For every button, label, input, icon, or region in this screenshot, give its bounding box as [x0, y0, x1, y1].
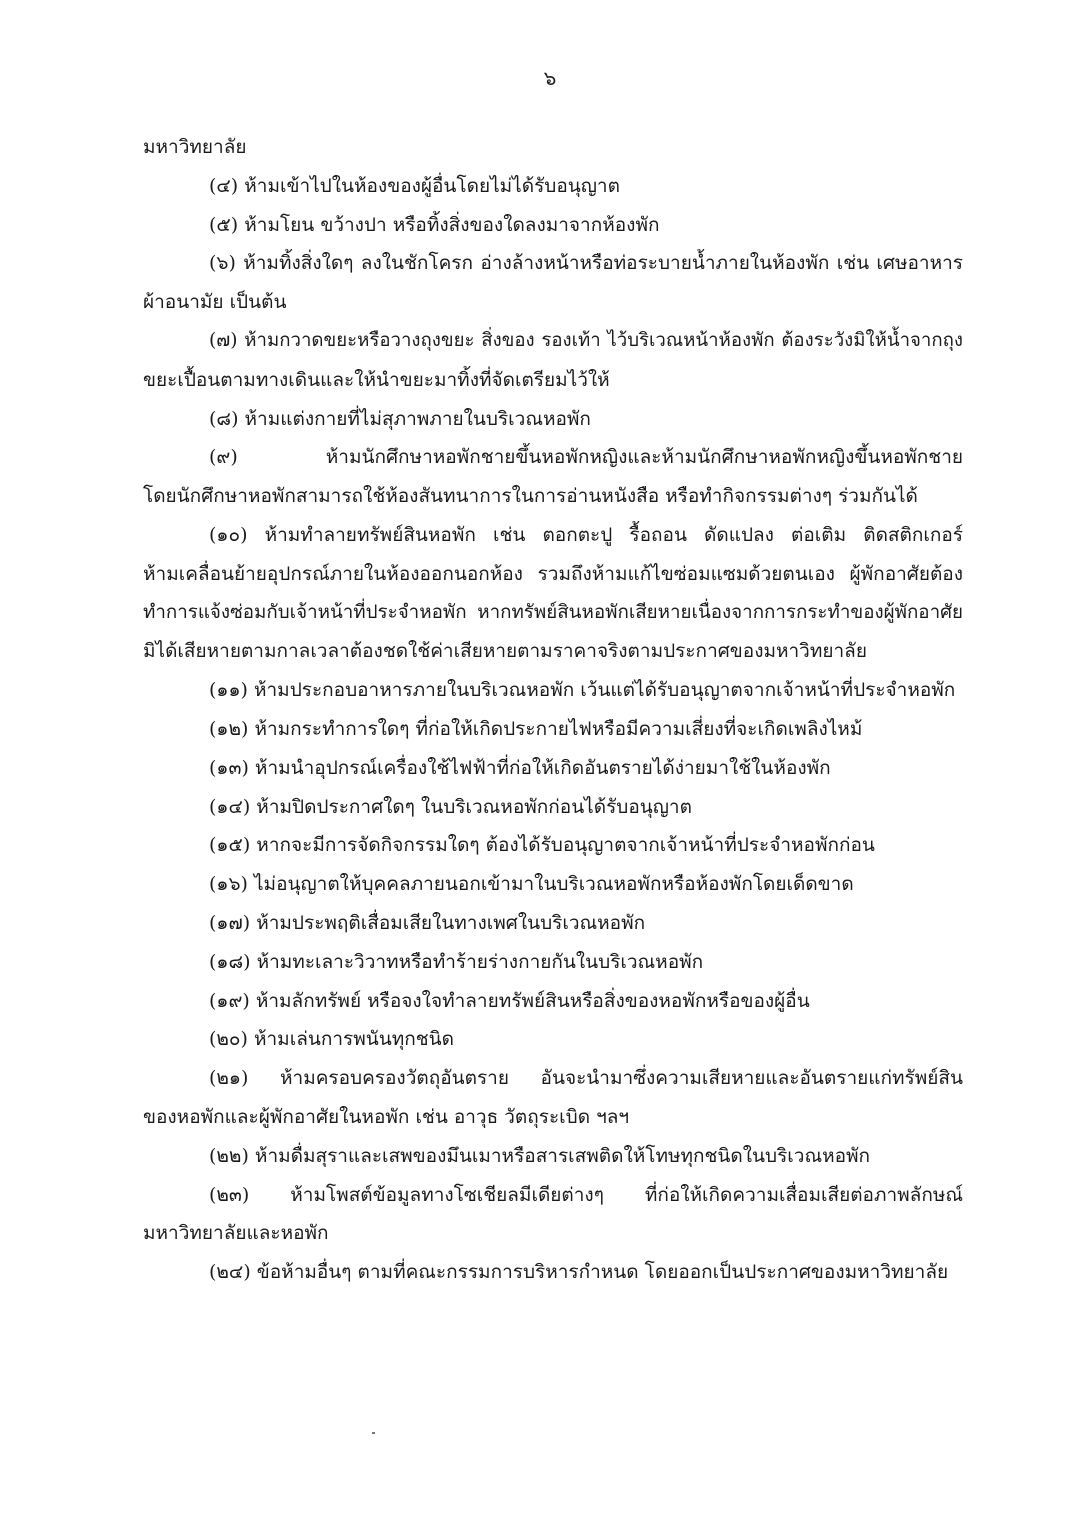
rule-6-continuation: ผ้าอนามัย เป็นต้น	[143, 291, 287, 314]
rule-10-continuation-2: ทำการแจ้งซ่อมกับเจ้าหน้าที่ประจำหอพัก หากทรัพย์สินหอพักเสียหายเนื่องจากการกระทำของผู้พักอาศัย	[143, 601, 963, 623]
scan-speck	[372, 1432, 375, 1434]
rule-9: (๙) ห้ามนักศึกษาหอพักชายขึ้นหอพักหญิงและห้ามนักศึกษาหอพักหญิงขึ้นหอพักชาย	[209, 446, 963, 469]
rule-7-continuation: ขยะเปื้อนตามทางเดินและให้นำขยะมาทิ้งที่จัดเตรียมไว้ให้	[143, 368, 610, 391]
rule-14: (๑๔) ห้ามปิดประกาศใดๆ ในบริเวณหอพักก่อนได้รับอนุญาต	[209, 795, 692, 818]
rule-21-continuation: ของหอพักและผู้พักอาศัยในหอพัก เช่น อาวุธ วัตถุระเบิด ฯลฯ	[143, 1105, 630, 1128]
rule-10-continuation-3: มิได้เสียหายตามกาลเวลาต้องชดใช้ค่าเสียหายตามราคาจริงตามประกาศของมหาวิทยาลัย	[143, 640, 867, 663]
document-body	[143, 128, 963, 1292]
rule-20: (๒๐) ห้ามเล่นการพนันทุกชนิด	[209, 1028, 454, 1051]
rule-5: (๕) ห้ามโยน ขว้างปา หรือทิ้งสิ่งของใดลงมาจากห้องพัก	[209, 213, 660, 236]
rule-21: (๒๑) ห้ามครอบครองวัตถุอันตราย อันจะนำมาซึ่งความเสียหายและอันตรายแก่ทรัพย์สิน	[209, 1067, 963, 1090]
rule-16: (๑๖) ไม่อนุญาตให้บุคคลภายนอกเข้ามาในบริเวณหอพักหรือห้องพักโดยเด็ดขาด	[209, 873, 854, 896]
rule-12: (๑๒) ห้ามกระทำการใดๆ ที่ก่อให้เกิดประกายไฟหรือมีความเสี่ยงที่จะเกิดเพลิงไหม้	[209, 717, 863, 740]
rule-19: (๑๙) ห้ามลักทรัพย์ หรือจงใจทำลายทรัพย์สินหรือสิ่งของหอพักหรือของผู้อื่น	[209, 989, 810, 1012]
rule-24: (๒๔) ข้อห้ามอื่นๆ ตามที่คณะกรรมการบริหารกำหนด โดยออกเป็นประกาศของมหาวิทยาลัย	[209, 1261, 949, 1284]
rule-6: (๖) ห้ามทิ้งสิ่งใดๆ ลงในชักโครก อ่างล้างหน้าหรือท่อระบายน้ำภายในห้องพัก เช่น เศษอาหาร	[209, 252, 963, 275]
rule-8: (๘) ห้ามแต่งกายที่ไม่สุภาพภายในบริเวณหอพัก	[209, 407, 591, 430]
continuation-line: มหาวิทยาลัย	[143, 136, 247, 158]
rule-7: (๗) ห้ามกวาดขยะหรือวางถุงขยะ สิ่งของ รองเท้า ไว้บริเวณหน้าห้องพัก ต้องระวังมิให้น้ำจากถุง	[209, 329, 963, 351]
rule-10: (๑๐) ห้ามทำลายทรัพย์สินหอพัก เช่น ตอกตะปู รื้อถอน ดัดแปลง ต่อเติม ติดสติกเกอร์	[209, 523, 963, 546]
rule-23: (๒๓) ห้ามโพสต์ข้อมูลทางโซเชียลมีเดียต่างๆ ที่ก่อให้เกิดความเสื่อมเสียต่อภาพลักษณ์	[209, 1183, 963, 1206]
rule-23-continuation: มหาวิทยาลัยและหอพัก	[143, 1222, 329, 1245]
rule-18: (๑๘) ห้ามทะเลาะวิวาทหรือทำร้ายร่างกายกันในบริเวณหอพัก	[209, 950, 704, 973]
rule-17: (๑๗) ห้ามประพฤติเสื่อมเสียในทางเพศในบริเวณหอพัก	[209, 911, 646, 934]
rule-15: (๑๕) หากจะมีการจัดกิจกรรมใดๆ ต้องได้รับอนุญาตจากเจ้าหน้าที่ประจำหอพักก่อน	[209, 834, 875, 857]
rule-13: (๑๓) ห้ามนำอุปกรณ์เครื่องใช้ไฟฟ้าที่ก่อให้เกิดอันตรายได้ง่ายมาใช้ในห้องพัก	[209, 756, 831, 779]
rule-9-continuation: โดยนักศึกษาหอพักสามารถใช้ห้องสันทนาการในการอ่านหนังสือ หรือทำกิจกรรมต่างๆ ร่วมกันได้	[143, 485, 918, 508]
rule-10-continuation-1: ห้ามเคลื่อนย้ายอุปกรณ์ภายในห้องออกนอกห้อง รวมถึงห้ามแก้ไขซ่อมแซมด้วยตนเอง ผู้พักอาศัยต้อง	[143, 562, 963, 585]
rule-22: (๒๒) ห้ามดื่มสุราและเสพของมึนเมาหรือสารเสพติดให้โทษทุกชนิดในบริเวณหอพัก	[209, 1144, 871, 1167]
page-number: ๖	[543, 66, 557, 90]
rule-11: (๑๑) ห้ามประกอบอาหารภายในบริเวณหอพัก เว้นแต่ได้รับอนุญาตจากเจ้าหน้าที่ประจำหอพัก	[209, 679, 956, 702]
rule-4: (๔) ห้ามเข้าไปในห้องของผู้อื่นโดยไม่ได้รับอนุญาต	[209, 174, 620, 197]
